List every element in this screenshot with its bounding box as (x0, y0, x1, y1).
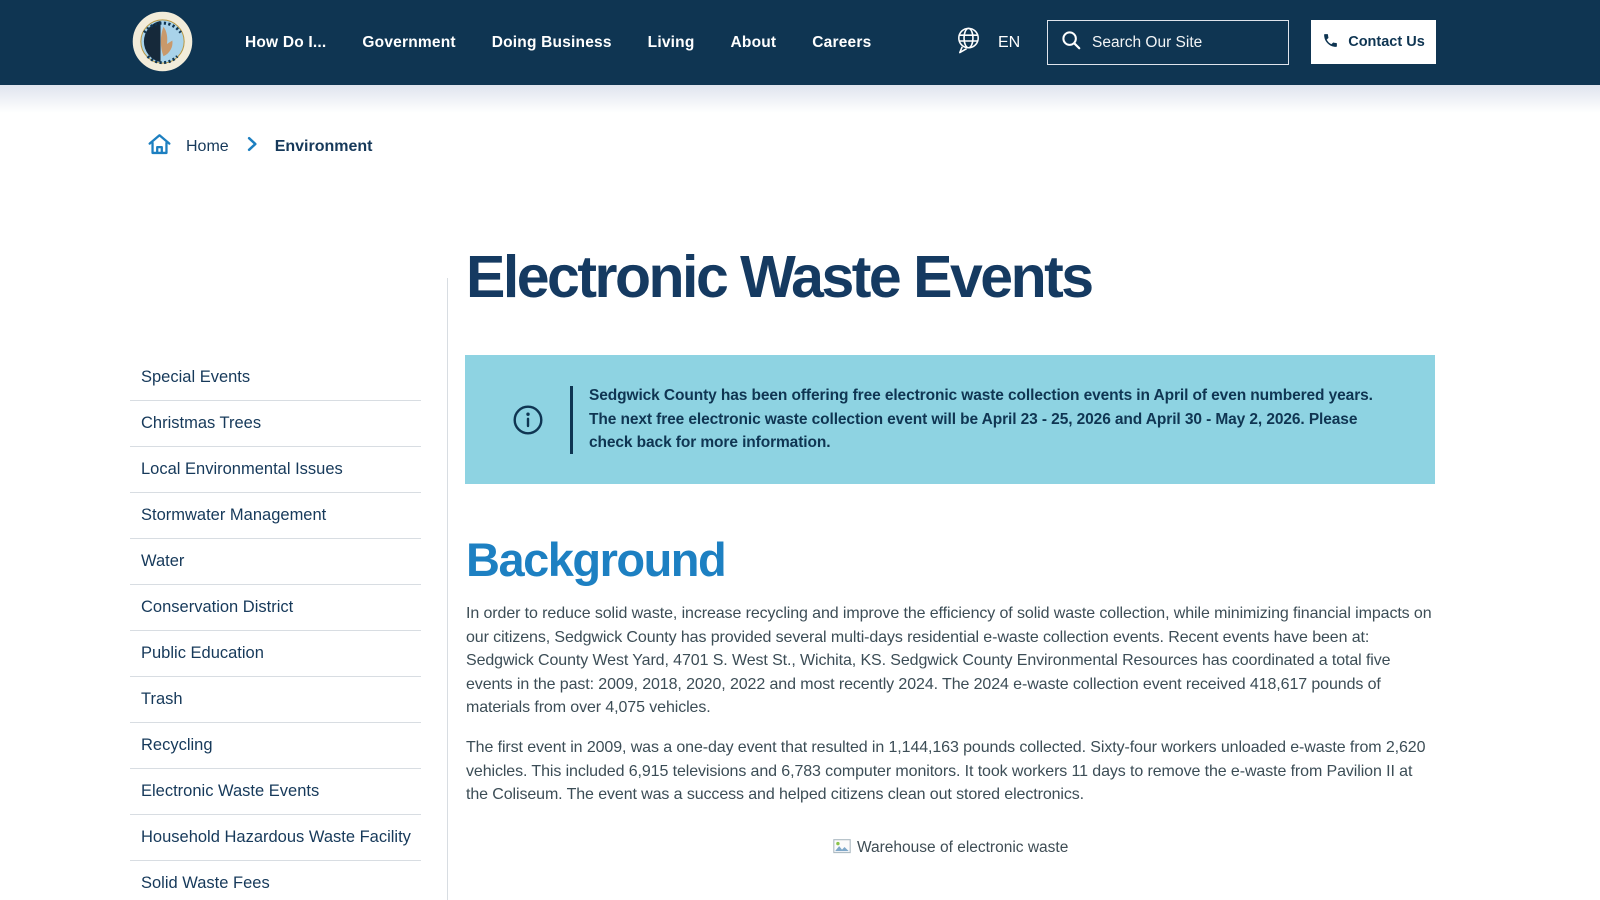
nav-how-do-i[interactable]: How Do I... (245, 33, 327, 51)
search-icon (1060, 29, 1082, 56)
phone-icon (1322, 32, 1339, 52)
sidebar-item-special-events[interactable]: Special Events (130, 355, 421, 401)
main-nav (245, 0, 871, 85)
county-seal-logo[interactable] (131, 10, 194, 73)
globe-icon (953, 24, 984, 62)
nav-living[interactable]: Living (647, 33, 695, 51)
nav-government[interactable]: Government (362, 33, 456, 51)
language-label: EN (998, 33, 1021, 51)
sidebar-item-local-environmental-issues[interactable]: Local Environmental Issues (130, 447, 421, 493)
contact-us-label: Contact Us (1348, 34, 1425, 50)
breadcrumb-home[interactable]: Home (186, 137, 229, 155)
section-heading-background: Background (466, 533, 726, 586)
broken-image-icon (833, 839, 857, 856)
nav-careers[interactable]: Careers (812, 33, 872, 51)
sidebar-item-conservation-district[interactable]: Conservation District (130, 585, 421, 631)
sidebar-item-stormwater-management[interactable]: Stormwater Management (130, 493, 421, 539)
sidebar-item-christmas-trees[interactable]: Christmas Trees (130, 401, 421, 447)
sidebar-item-electronic-waste-events[interactable]: Electronic Waste Events (130, 769, 421, 815)
sidebar-item-recycling[interactable]: Recycling (130, 723, 421, 769)
nav-about[interactable]: About (730, 33, 777, 51)
header-shadow (0, 85, 1600, 113)
warehouse-image-broken (466, 839, 1435, 857)
info-icon (512, 404, 544, 436)
paragraph-background-2: The first event in 2009, was a one-day event that resulted in 1,144,163 pounds collected. Sixty-four workers unloaded e-waste from 2,620 vehicles. This included 6,915 televisions and 6,783 computer monitors. It took workers 11 days to remove the e-waste from Pavilion II at the Coliseum. The event was a success and helped citizens clean out stored electronics. (466, 739, 1426, 803)
notice-rule (570, 386, 573, 454)
paragraph-background-1: In order to reduce solid waste, increase recycling and improve the efficiency of solid waste collection, while minimizing financial impacts on our citizens, Sedgwick County has provided several multi-days residential e-waste collection events. Recent events have been at: Sedgwick County West Yard, 4701 S. West St., Wichita, KS. Sedgwick County Environmental Resources has coordinated a total five events in the past: 2009, 2018, 2020, 2022 and most recently 2024. The 2024 e-waste collection event received 418,617 pounds of materials from over 4,075 vehicles. (466, 605, 1432, 716)
notice-banner (465, 355, 1435, 484)
sidebar-item-water[interactable]: Water (130, 539, 421, 585)
content-divider (447, 278, 448, 900)
breadcrumb (146, 131, 372, 162)
site-header (0, 0, 1600, 85)
chevron-right-icon (242, 134, 262, 159)
sidebar-nav (130, 355, 421, 900)
sidebar-item-household-hazardous-waste-facility[interactable]: Household Hazardous Waste Facility (130, 815, 421, 861)
nav-doing-business[interactable]: Doing Business (491, 33, 612, 51)
sidebar-item-solid-waste-fees[interactable]: Solid Waste Fees (130, 861, 421, 900)
language-selector[interactable] (953, 0, 1020, 85)
county-seal-icon (131, 10, 194, 73)
search-input[interactable] (1092, 34, 1262, 52)
contact-us-button[interactable] (1311, 20, 1436, 64)
breadcrumb-environment[interactable]: Environment (274, 137, 373, 155)
home-icon[interactable] (146, 131, 173, 162)
page-title: Electronic Waste Events (466, 244, 1092, 310)
sidebar-item-trash[interactable]: Trash (130, 677, 421, 723)
sidebar-item-public-education[interactable]: Public Education (130, 631, 421, 677)
image-alt-text: Warehouse of electronic waste (856, 839, 1069, 856)
site-search (1047, 20, 1289, 65)
notice-text: Sedgwick County has been offering free electronic waste collection events in April of even numbered years. The next free electronic waste collection event will be April 23 - 25, 2026 and April 30 - May 2, 2026. Please check back for more information. (589, 387, 1373, 452)
